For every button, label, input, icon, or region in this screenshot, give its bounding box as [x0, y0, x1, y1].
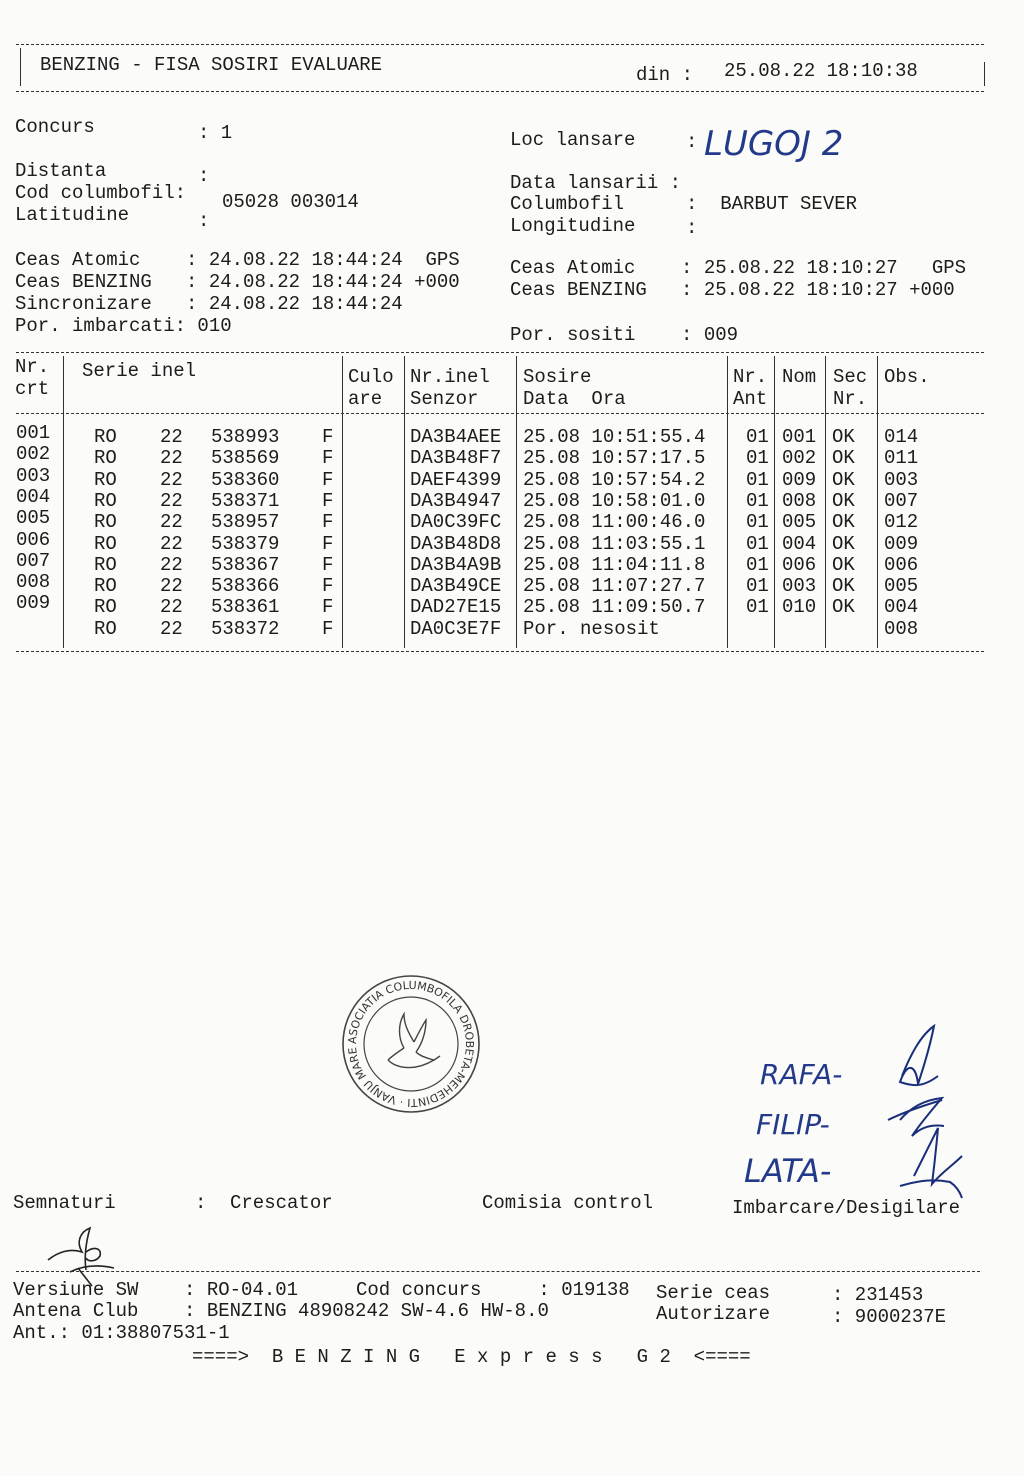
row-sensor-id: DA0C39FC: [410, 511, 502, 534]
row-sex: F: [322, 468, 334, 491]
row-nom: 001: [782, 426, 817, 448]
row-sex: F: [322, 532, 334, 555]
row-obs: 003: [884, 468, 919, 491]
row-number: 003: [16, 464, 51, 487]
row-sex: F: [322, 426, 334, 448]
row-obs: 007: [884, 489, 919, 512]
row-security: OK: [832, 532, 855, 555]
row-obs: 006: [884, 553, 919, 576]
imbarcare-desigilare-label: Imbarcare/Desigilare: [732, 1197, 961, 1219]
th-sec-2: Nr.: [833, 388, 868, 410]
row-nom: 005: [782, 511, 817, 534]
antenna-id: Ant.: 01:38807531-1: [13, 1322, 230, 1344]
row-arrival-time: 25.08 11:09:50.7: [523, 596, 706, 619]
antena-club: Antena Club : BENZING 48908242 SW-4.6 HW-8.0: [13, 1300, 549, 1322]
association-stamp: [330, 968, 492, 1120]
table-border-top: [16, 352, 984, 353]
row-antenna: 01: [746, 532, 769, 555]
table-border-bottom: [16, 651, 984, 652]
th-nrant-1: Nr.: [733, 366, 768, 388]
row-number: 007: [16, 549, 51, 572]
col-divider-nr: [63, 356, 64, 648]
row-nom: 009: [782, 468, 817, 491]
longitudine-value: :: [686, 217, 698, 239]
row-antenna: 01: [746, 596, 769, 619]
row-sensor-id: DAEF4399: [410, 468, 502, 491]
row-nom: 010: [782, 596, 817, 619]
clock-left-atomic: Ceas Atomic : 24.08.22 18:44:24 GPS: [15, 249, 460, 271]
columbofil-label: Columbofil: [510, 193, 625, 215]
row-year: 22: [160, 468, 183, 491]
row-year: 22: [160, 575, 183, 598]
th-nrinel: Nr.inel: [410, 366, 490, 388]
row-sex: F: [322, 575, 334, 598]
row-ring-number: 538957: [211, 511, 280, 534]
col-divider-senzor: [516, 356, 517, 648]
row-country: RO: [94, 532, 117, 555]
row-year: 22: [160, 553, 183, 576]
row-number: 002: [16, 443, 51, 466]
row-security: OK: [832, 553, 855, 576]
row-year: 22: [160, 426, 183, 448]
handwritten-name-filip: FILIP-: [756, 1108, 830, 1141]
row-ring-number: 538371: [211, 489, 280, 512]
row-sex: F: [322, 511, 334, 534]
row-sensor-id: DAD27E15: [410, 596, 502, 619]
concurs-label: Concurs: [15, 116, 95, 138]
col-divider-serie: [342, 356, 343, 648]
crescator-label: Crescator: [230, 1192, 333, 1214]
clock-right-benzing: Ceas BENZING : 25.08.22 18:10:27 +000: [510, 279, 955, 301]
th-nr: Nr.: [15, 356, 50, 378]
row-obs: 011: [884, 447, 919, 470]
row-antenna: 01: [746, 489, 769, 512]
latitudine-value: :: [198, 210, 210, 232]
row-antenna: 01: [746, 575, 769, 598]
row-ring-number: 538361: [211, 596, 280, 619]
data-lansarii-label: Data lansarii :: [510, 172, 682, 194]
header-border-left: [20, 48, 21, 86]
row-security: OK: [832, 575, 855, 598]
row-obs: 004: [884, 596, 919, 619]
th-serie-inel: Serie inel: [82, 360, 197, 382]
handwritten-name-rafa: RAFA-: [760, 1058, 843, 1091]
row-antenna: 01: [746, 468, 769, 491]
row-number: 005: [16, 507, 51, 530]
row-obs: 009: [884, 532, 919, 555]
row-arrival-time: 25.08 10:57:54.2: [523, 468, 706, 491]
row-nom: 002: [782, 447, 817, 470]
row-number: 009: [16, 592, 51, 615]
distanta-value: :: [198, 165, 210, 187]
th-sec-1: Sec: [833, 366, 868, 388]
row-number: 001: [16, 422, 51, 444]
row-year: 22: [160, 511, 183, 534]
row-ring-number: 538367: [211, 553, 280, 576]
row-antenna: 01: [746, 426, 769, 448]
row-sensor-id: DA3B4A9B: [410, 553, 502, 576]
table-header-separator: [16, 413, 984, 414]
stamp-text: ASOCIATIA COLUMBOFILA DROBETA-MEHEDINTI · VANJU MARE: [345, 978, 477, 1110]
th-crt: crt: [15, 378, 50, 400]
row-sex: F: [322, 553, 334, 576]
header-border-right: [984, 62, 985, 86]
header-border-bottom: [16, 91, 984, 92]
semnaturi-label: Semnaturi: [13, 1192, 116, 1214]
th-data-ora: Data Ora: [523, 388, 626, 410]
row-nom: 003: [782, 575, 817, 598]
clock-left-sync: Sincronizare : 24.08.22 18:44:24: [15, 293, 403, 315]
svg-text:ASOCIATIA COLUMBOFILA DROBETA-: [346, 979, 476, 1109]
autorizare-label: Autorizare: [656, 1303, 771, 1325]
columbofil-value: : BARBUT SEVER: [686, 193, 858, 215]
row-sex: F: [322, 489, 334, 512]
row-arrival-time: 25.08 11:00:46.0: [523, 511, 706, 534]
row-obs: 008: [884, 617, 919, 640]
clock-left-benzing: Ceas BENZING : 24.08.22 18:44:24 +000: [15, 271, 460, 293]
loc-lansare-colon: :: [686, 131, 698, 153]
row-country: RO: [94, 511, 117, 534]
col-divider-sosire: [727, 356, 728, 648]
signature-scribbles-right: [860, 1016, 1000, 1206]
th-obs: Obs.: [884, 366, 930, 388]
row-arrival-time: 25.08 11:03:55.1: [523, 532, 706, 555]
serie-ceas-value: : 231453: [832, 1284, 924, 1306]
row-sex: F: [322, 447, 334, 470]
row-country: RO: [94, 596, 117, 619]
row-number: 006: [16, 528, 51, 551]
row-arrival-time: 25.08 10:58:01.0: [523, 489, 706, 512]
handwritten-name-lata: LATA-: [744, 1152, 832, 1190]
row-ring-number: 538366: [211, 575, 280, 598]
row-security: OK: [832, 489, 855, 512]
row-sex: F: [322, 596, 334, 619]
comisia-control-label: Comisia control: [482, 1192, 654, 1214]
th-sosire: Sosire: [523, 366, 592, 388]
th-nom: Nom: [782, 366, 817, 388]
row-country: RO: [94, 617, 117, 640]
row-nom: 008: [782, 489, 817, 512]
row-security: OK: [832, 447, 855, 470]
concurs-value: : 1: [198, 122, 233, 144]
distanta-label: Distanta: [15, 160, 107, 182]
benzing-express-brand: ====> B E N Z I N G E x p r e s s G 2 <====: [192, 1346, 751, 1368]
row-obs: 014: [884, 426, 919, 448]
row-sensor-id: DA3B48F7: [410, 447, 502, 470]
col-divider-sec: [877, 356, 878, 648]
row-sex: F: [322, 617, 334, 640]
row-arrival-time: 25.08 10:57:17.5: [523, 447, 706, 470]
row-year: 22: [160, 617, 183, 640]
date-label: din :: [636, 64, 694, 86]
row-year: 22: [160, 532, 183, 555]
row-antenna: 01: [746, 447, 769, 470]
row-sensor-id: DA3B4947: [410, 489, 502, 512]
row-country: RO: [94, 468, 117, 491]
row-ring-number: 538372: [211, 617, 280, 640]
semnaturi-colon: :: [195, 1192, 207, 1214]
row-obs: 012: [884, 511, 919, 534]
latitudine-label: Latitudine: [15, 204, 130, 226]
row-sensor-id: DA3B49CE: [410, 575, 502, 598]
row-sensor-id: DA3B4AEE: [410, 426, 502, 448]
serie-ceas-label: Serie ceas: [656, 1282, 771, 1304]
cod-columbofil-label: Cod columbofil:: [15, 182, 187, 204]
row-obs: 005: [884, 575, 919, 598]
header-border-top: [16, 44, 984, 45]
loc-lansare-handwritten: LUGOJ 2: [704, 124, 844, 164]
row-security: OK: [832, 468, 855, 491]
row-arrival-time: 25.08 10:51:55.4: [523, 426, 706, 448]
row-number: 004: [16, 485, 51, 508]
row-arrival-time: Por. nesosit: [523, 617, 660, 640]
clock-right-atomic: Ceas Atomic : 25.08.22 18:10:27 GPS: [510, 257, 967, 279]
row-country: RO: [94, 553, 117, 576]
dove-icon: [388, 1014, 440, 1068]
row-security: OK: [832, 596, 855, 619]
row-ring-number: 538569: [211, 447, 280, 470]
row-antenna: 01: [746, 553, 769, 576]
row-security: OK: [832, 426, 855, 448]
row-country: RO: [94, 447, 117, 470]
row-antenna: 01: [746, 511, 769, 534]
row-sensor-id: DA0C3E7F: [410, 617, 502, 640]
row-ring-number: 538993: [211, 426, 280, 448]
autorizare-value: : 9000237E: [832, 1306, 947, 1328]
col-divider-nom: [825, 356, 826, 648]
th-culoare-1: Culo: [348, 366, 394, 388]
row-arrival-time: 25.08 11:07:27.7: [523, 575, 706, 598]
row-year: 22: [160, 489, 183, 512]
row-nom: 006: [782, 553, 817, 576]
row-nom: 004: [782, 532, 817, 555]
report-datetime: 25.08.22 18:10:38: [724, 60, 918, 82]
loc-lansare-label: Loc lansare: [510, 129, 636, 151]
row-year: 22: [160, 596, 183, 619]
row-ring-number: 538379: [211, 532, 280, 555]
footer-separator: [16, 1271, 980, 1272]
row-year: 22: [160, 447, 183, 470]
row-arrival-time: 25.08 11:04:11.8: [523, 553, 706, 576]
row-number: 008: [16, 571, 51, 594]
report-title: BENZING - FISA SOSIRI EVALUARE: [40, 54, 383, 76]
cod-concurs: Cod concurs : 019138: [356, 1279, 630, 1301]
row-country: RO: [94, 489, 117, 512]
col-divider-ant: [774, 356, 775, 648]
por-imbarcati: Por. imbarcati: 010: [15, 315, 232, 337]
th-senzor: Senzor: [410, 388, 479, 410]
cod-columbofil-value: 05028 003014: [222, 191, 359, 213]
row-security: OK: [832, 511, 855, 534]
th-nrant-2: Ant: [733, 388, 768, 410]
por-sositi: Por. sositi : 009: [510, 324, 739, 346]
longitudine-label: Longitudine: [510, 215, 636, 237]
row-country: RO: [94, 575, 117, 598]
row-country: RO: [94, 426, 117, 448]
row-ring-number: 538360: [211, 468, 280, 491]
col-divider-culoare: [404, 356, 405, 648]
versiune-sw: Versiune SW : RO-04.01: [13, 1279, 299, 1301]
th-culoare-2: are: [348, 388, 383, 410]
row-sensor-id: DA3B48D8: [410, 532, 502, 555]
